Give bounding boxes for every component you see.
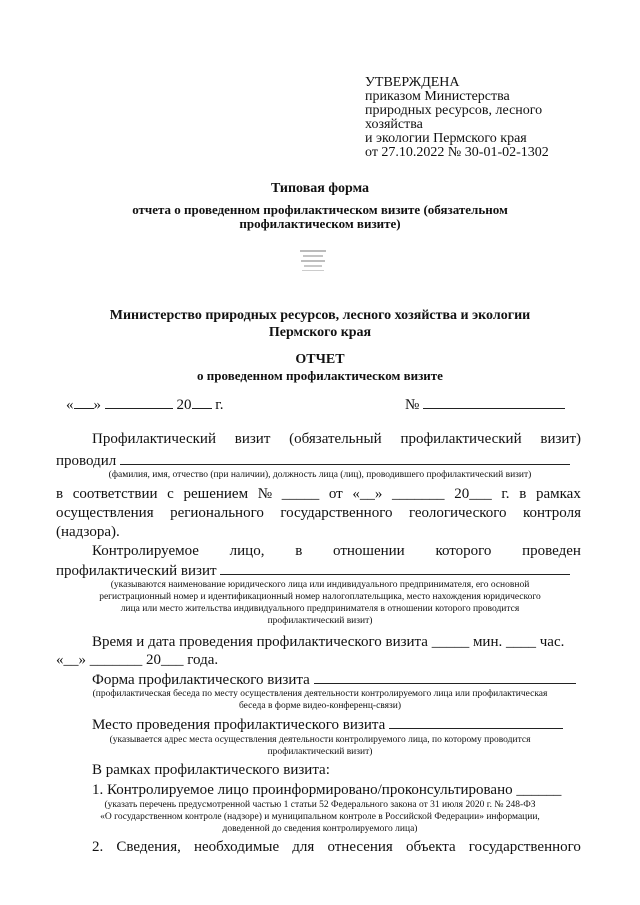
report-title: ОТЧЕТ [295, 352, 345, 367]
approval-line: природных ресурсов, лесного [365, 103, 543, 118]
form-title-line: отчета о проведенном профилактическом визите (обязательном [132, 202, 508, 217]
date-close-quote: » [93, 397, 101, 413]
controlled-hint: профилактический визит) [267, 616, 373, 626]
form-label: Форма профилактического визита [92, 672, 310, 688]
place-hint: профилактический визит) [267, 747, 373, 757]
item-1-hint: «О государственном контроле (надзоре) и муниципальном контроле в Российской Федерации» информации, [100, 812, 540, 822]
supervision-line: осуществления регионального государственного геологического контроля [56, 505, 581, 521]
year-field[interactable] [192, 396, 212, 409]
time-date-line: «__» _______ 20___ года. [56, 652, 219, 668]
item-1: 1. Контролируемое лицо проинформировано/проконсультировано ______ [92, 782, 562, 798]
approval-line: хозяйства [365, 117, 423, 132]
controlled-hint: (указываются наименование юридического лица или индивидуального предпринимателя, его основной [110, 580, 530, 590]
controlled-visit-line [56, 562, 570, 580]
item-1-hint: (указать перечень предусмотренной частью 1 статьи 52 Федерального закона от 31 июля 2020 г. № 248-ФЗ [104, 800, 536, 810]
controlled-person-field[interactable] [220, 562, 570, 575]
approval-line: приказом Министерства [365, 89, 510, 104]
supervision-end: (надзора). [56, 524, 120, 540]
inspector-field[interactable] [120, 452, 570, 465]
controlled-hint: лица или место жительства индивидуального предпринимателя в отношении которого проводится [120, 604, 520, 614]
year-suffix: г. [215, 397, 224, 413]
decision-line: в соответствии с решением № _____ от «__» _______ 20___ г. в рамках [56, 486, 581, 502]
form-hint: (профилактическая беседа по месту осуществления деятельности контролируемого лица или профилактическая [92, 689, 548, 699]
report-number [405, 396, 565, 414]
year-prefix: 20 [176, 397, 192, 413]
form-field[interactable] [314, 671, 576, 684]
form-hint: беседа в форме видео-конференц-связи) [238, 701, 402, 711]
form-title: Типовая форма [270, 181, 370, 196]
controlled-hint: регистрационный номер и идентификационный номер налогоплательщика, место нахождения юридического [99, 592, 541, 602]
conducted-hint: (фамилия, имя, отчество (при наличии), должность лица (лиц), проводившего профилактический визит) [108, 470, 532, 480]
approval-block [365, 76, 549, 160]
conducted-label: проводил [56, 453, 117, 469]
approval-heading: УТВЕРЖДЕНА [365, 75, 460, 90]
report-subtitle: о проведенном профилактическом визите [197, 368, 443, 383]
controlled-line: Контролируемое лицо, в отношении которого проведен [92, 543, 581, 559]
conducted-line [56, 452, 570, 470]
place-field[interactable] [389, 716, 563, 729]
item-1-hint: доведенной до сведения контролируемого лица) [222, 824, 418, 834]
approval-order-number: от 27.10.2022 № 30-01-02-1302 [365, 145, 549, 160]
item-2: 2. Сведения, необходимые для отнесения объекта государственного [92, 839, 581, 855]
approval-line: и экологии Пермского края [365, 131, 527, 146]
form-title-line: профилактическом визите) [239, 216, 401, 231]
time-line: Время и дата проведения профилактического визита _____ мин. ____ час. [92, 634, 565, 650]
controlled-visit-label: профилактический визит [56, 563, 217, 579]
number-sign: № [405, 397, 420, 413]
date-open-quote: « [66, 397, 74, 413]
visit-line: Профилактический визит (обязательный профилактический визит) [92, 431, 581, 447]
within-visit: В рамках профилактического визита: [92, 762, 330, 778]
scan-stamp-icon [298, 246, 328, 276]
place-line [92, 716, 563, 734]
ministry-name: Министерство природных ресурсов, лесного хозяйства и экологии [109, 308, 531, 323]
report-date [66, 396, 223, 414]
place-hint: (указывается адрес места осуществления деятельности контролируемого лица, по которому проводится [109, 735, 531, 745]
ministry-name-line: Пермского края [268, 325, 372, 340]
place-label: Место проведения профилактического визита [92, 717, 386, 733]
day-field[interactable] [74, 396, 94, 409]
number-field[interactable] [423, 396, 565, 409]
form-line [92, 671, 576, 689]
month-field[interactable] [105, 396, 173, 409]
